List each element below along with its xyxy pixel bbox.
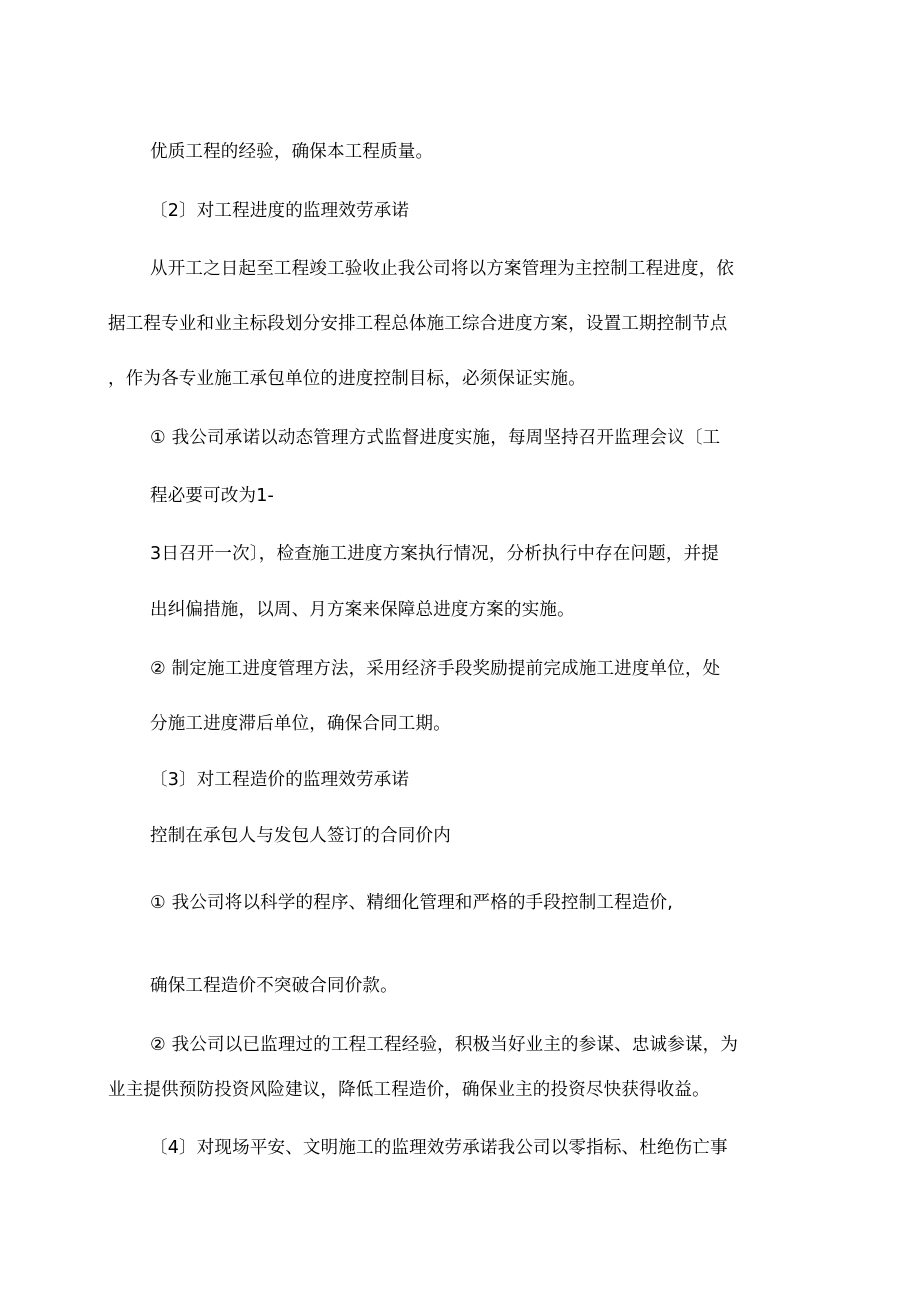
text-line-16: ② 我公司以已监理过的工程工程经验，积极当好业主的参谋、忠诚参谋，为 [150,1035,739,1055]
text-line-7: 程必要可改为1- [150,486,275,506]
text-line-3: 从开工之日起至工程竣工验收止我公司将以方案管理为主控制工程进度，依 [150,259,735,279]
text-line-17: 业主提供预防投资风险建议，降低工程造价，确保业主的投资尽快获得收益。 [108,1080,710,1100]
section-heading-4: 〔4〕对现场平安、文明施工的监理效劳承诺我公司以零指标、杜绝伤亡事 [150,1138,728,1158]
text-line-14: ① 我公司将以科学的程序、精细化管理和严格的手段控制工程造价, [150,893,674,913]
section-heading-3: 〔3〕对工程造价的监理效劳承诺 [150,770,410,790]
text-line-9: 出纠偏措施，以周、月方案来保障总进度方案的实施。 [150,600,575,620]
text-line-11: 分施工进度滞后单位，确保合同工期。 [150,714,451,734]
text-line-10: ② 制定施工进度管理方法，采用经济手段奖励提前完成施工进度单位，处 [150,659,721,679]
section-heading-2: 〔2〕对工程进度的监理效劳承诺 [150,201,410,221]
text-line-1: 优质工程的经验，确保本工程质量。 [150,142,434,162]
text-line-5: ，作为各专业施工承包单位的进度控制目标，必须保证实施。 [108,369,586,389]
text-line-8: 3日召开一次〕，检查施工进度方案执行情况，分析执行中存在问题，并提 [150,544,719,564]
text-line-4: 据工程专业和业主标段划分安排工程总体施工综合进度方案，设置工期控制节点 [108,314,728,334]
text-line-13: 控制在承包人与发包人签订的合同价内 [150,826,451,846]
text-line-6: ① 我公司承诺以动态管理方式监督进度实施，每周坚持召开监理会议〔工 [150,428,721,448]
text-line-15: 确保工程造价不突破合同价款。 [150,976,398,996]
